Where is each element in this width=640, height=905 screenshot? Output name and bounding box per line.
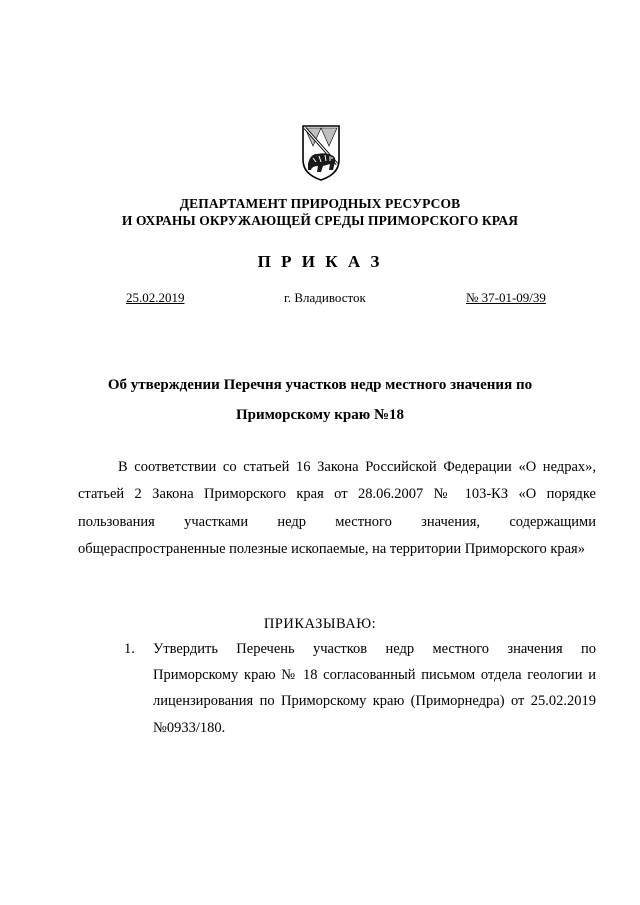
department-name-line2: И ОХРАНЫ ОКРУЖАЮЩЕЙ СРЕДЫ ПРИМОРСКОГО КРАЯ bbox=[121, 213, 519, 228]
coat-of-arms-icon bbox=[301, 124, 341, 182]
list-item-number: 1. bbox=[124, 641, 135, 657]
preamble-paragraph: В соответствии со статьей 16 Закона Российской Федерации «О недрах», статьей 2 Закона Приморского края от 28.06.2007 № 103-КЗ «О порядке пользования участками недр местного значения, содержащими общераспространенные полезные ископаемые, на территории Приморского края» bbox=[78, 459, 596, 558]
order-date: 25.02.2019 bbox=[126, 290, 185, 305]
list-item-text: Утвердить Перечень участков недр местного значения по Приморскому краю № 18 согласованный письмом отдела геологии и лицензирования по Приморскому краю (Приморнедра) от 25.02.2019 №0933/180. bbox=[153, 641, 596, 736]
order-number: № 37-01-09/39 bbox=[466, 290, 546, 305]
document-type-title: П Р И К А З bbox=[257, 252, 383, 271]
order-city: г. Владивосток bbox=[284, 290, 366, 305]
decree-word: ПРИКАЗЫВАЮ: bbox=[263, 616, 377, 632]
order-subject: Об утверждении Перечня участков недр местного значения по Приморскому краю №18 bbox=[107, 377, 533, 423]
department-name-line1: ДЕПАРТАМЕНТ ПРИРОДНЫХ РЕСУРСОВ bbox=[179, 196, 461, 211]
